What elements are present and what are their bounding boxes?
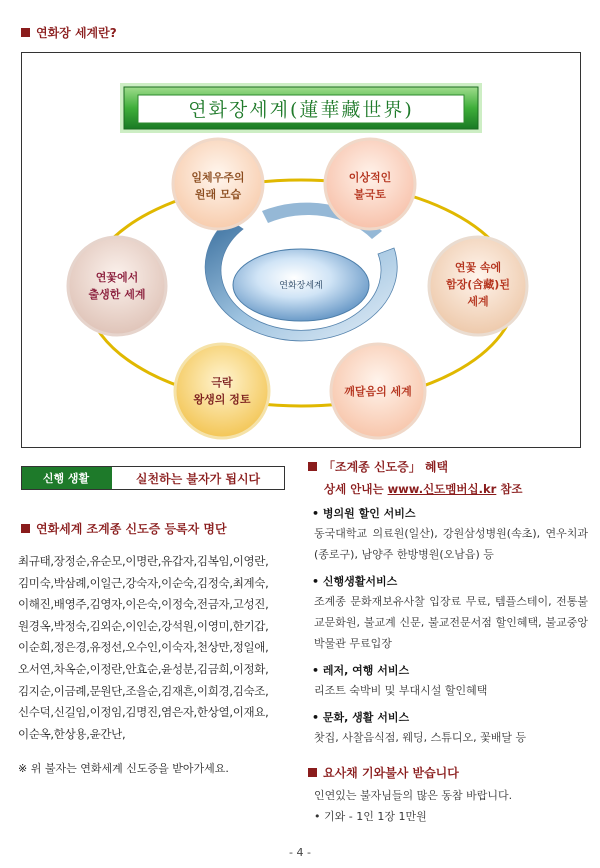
svg-text:원래 모습: 원래 모습 (194, 188, 242, 201)
practice-slogan: 실천하는 불자가 됩시다 (110, 467, 284, 489)
svg-text:불국토: 불국토 (354, 188, 386, 201)
page-number: - 4 - (289, 846, 311, 859)
practice-banner (21, 466, 285, 490)
banner-title: 연화장세계(蓮華藏世界) (188, 99, 414, 121)
center-label: 연화장세계 (279, 281, 323, 291)
donation-detail: • 기와 - 1인 1장 1만원 (314, 810, 427, 823)
benefit-heading-practice: • 신행생활서비스 (312, 575, 398, 588)
benefit-text-leisure: 리조트 숙박비 및 부대시설 할인혜택 (314, 684, 488, 697)
donation-title: 요사채 기와불사 받습니다 (308, 764, 588, 781)
svg-text:이상적인: 이상적인 (348, 171, 392, 184)
names-line: 이해진,배영주,김영자,이은숙,이정숙,전금자,고성진, (18, 597, 269, 612)
svg-text:함장(含藏)된: 함장(含藏)된 (446, 278, 510, 291)
membership-card-benefits (308, 458, 588, 827)
benefit-heading-culture: • 문화, 생활 서비스 (312, 711, 410, 724)
square-bullet-icon (21, 28, 30, 37)
names-line: 김미숙,박삼례,이일근,강숙자,이순숙,김정숙,최계숙, (18, 575, 269, 590)
registrant-note: ※ 위 불자는 연화세계 신도증을 받아가세요. (18, 762, 229, 775)
square-bullet-icon (21, 524, 30, 533)
svg-text:깨달음의 세계: 깨달음의 세계 (344, 385, 412, 398)
card-benefits-subtitle: 상세 안내는 www.신도멤버십.kr 참조 (324, 482, 523, 496)
membership-site-link[interactable]: www.신도멤버십.kr (387, 482, 497, 496)
benefit-text-medical: 동국대학교 의료원(일산), 강원삼성병원(속초), 연우치과(종로구), 남양주 한방병원(오남읍) 등 (314, 527, 588, 561)
square-bullet-icon (308, 462, 317, 471)
benefit-text-culture: 찻집, 사찰음식점, 웨딩, 스튜디오, 꽃배달 등 (314, 731, 527, 744)
names-line: 김지순,이금례,문원단,조을순,김재흔,이희경,김숙조, (18, 683, 269, 698)
benefit-heading-leisure: • 레저, 여행 서비스 (312, 664, 410, 677)
diagram-node-4 (175, 344, 269, 438)
lotus-world-diagram (21, 52, 581, 448)
names-line: 최규태,장정순,유순모,이명란,유갑자,김복임,이영란, (18, 554, 269, 568)
diagram-node-3 (331, 344, 425, 438)
diagram-node-5 (68, 237, 166, 335)
section-title-lotus-world: 연화장 세계란? (21, 24, 117, 41)
card-benefits-title: 「조계종 신도증」 혜택 (308, 458, 588, 475)
names-line: 오서연,차옥순,이정란,안효순,윤성분,김금희,이정화, (18, 661, 269, 676)
diagram-node-2 (429, 237, 527, 335)
svg-text:출생한 세계: 출생한 세계 (88, 288, 146, 301)
section-title-registrants: 연화세계 조계종 신도증 등록자 명단 (21, 520, 227, 537)
registrant-names (18, 551, 288, 745)
diagram-node-1 (325, 139, 415, 229)
svg-text:연꽃에서: 연꽃에서 (95, 271, 139, 284)
practice-label: 신행 생활 (22, 467, 110, 489)
svg-text:일체우주의: 일체우주의 (191, 171, 245, 184)
svg-text:연꽃 속에: 연꽃 속에 (454, 261, 502, 274)
diagram-canvas (22, 53, 580, 447)
square-bullet-icon (308, 768, 317, 777)
benefit-text-practice: 조계종 문화재보유사찰 입장료 무료, 템플스테이, 전통불교문화원, 불교계 신문, 불교전문서점 할인혜택, 불교중앙박물관 무료입장 (314, 595, 588, 650)
svg-text:극락: 극락 (211, 376, 233, 389)
benefit-heading-medical: • 병의원 할인 서비스 (312, 507, 416, 520)
names-line: 이순희,정은경,유정선,오수인,이숙자,천상만,정일애, (18, 640, 269, 655)
diagram-node-0 (173, 139, 263, 229)
names-line: 이순옥,한상용,윤간난, (18, 726, 126, 741)
names-line: 원경옥,박정숙,김외순,이인순,강석원,이영미,한기갑, (18, 618, 269, 633)
svg-text:왕생의 정토: 왕생의 정토 (193, 393, 251, 406)
names-line: 신수덕,신길임,이정임,김명진,염은자,한상열,이재요, (18, 705, 269, 720)
donation-text: 인연있는 불자님들의 많은 동참 바랍니다. (314, 789, 513, 802)
svg-text:세계: 세계 (467, 295, 489, 308)
